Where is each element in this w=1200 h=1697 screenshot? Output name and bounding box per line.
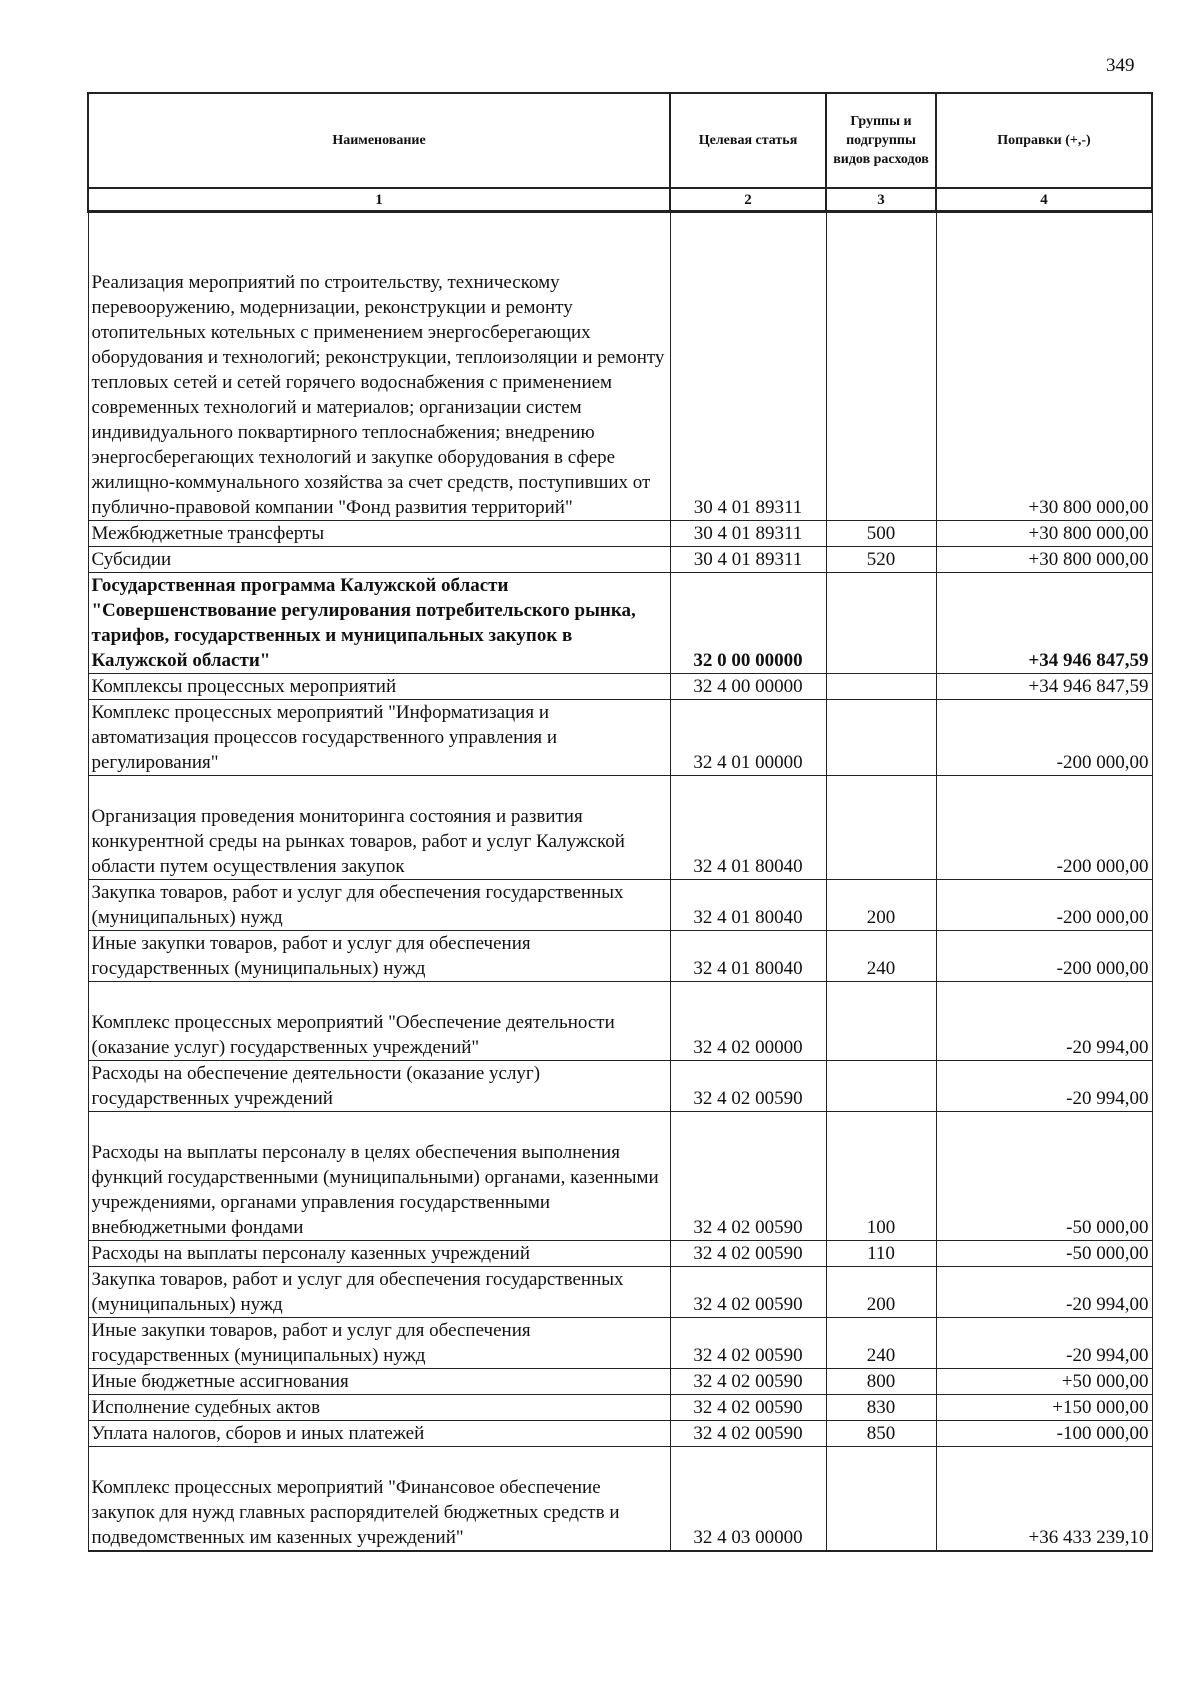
- row-target-article: 32 4 02 00000: [670, 982, 826, 1061]
- row-target-article: 32 4 02 00590: [670, 1267, 826, 1318]
- row-expense-group: 200: [826, 1267, 936, 1318]
- row-amount: -50 000,00: [936, 1241, 1152, 1267]
- row-name: Иные закупки товаров, работ и услуг для обеспечения государственных (муниципальных) нужд: [88, 931, 670, 982]
- row-amount: -20 994,00: [936, 1318, 1152, 1369]
- row-target-article: 32 4 00 00000: [670, 674, 826, 700]
- table-row: [88, 1318, 1152, 1369]
- row-expense-group: 240: [826, 931, 936, 982]
- table-column-numbers-row: [88, 188, 1152, 212]
- row-target-article: 32 4 01 80040: [670, 776, 826, 880]
- row-expense-group: [826, 1061, 936, 1112]
- header-expense-groups: Группы и подгруппы видов расходов: [826, 93, 936, 188]
- table-row: [88, 700, 1152, 776]
- row-amount: +30 800 000,00: [936, 521, 1152, 547]
- table-row: [88, 547, 1152, 573]
- row-target-article: 32 4 02 00590: [670, 1241, 826, 1267]
- header-name: Наименование: [88, 93, 670, 188]
- table-row: [88, 982, 1152, 1061]
- row-name: Исполнение судебных актов: [88, 1395, 670, 1421]
- column-number-1: 1: [88, 188, 670, 212]
- row-expense-group: 200: [826, 880, 936, 931]
- row-target-article: 32 4 03 00000: [670, 1447, 826, 1552]
- row-amount: +30 800 000,00: [936, 212, 1152, 521]
- row-amount: +50 000,00: [936, 1369, 1152, 1395]
- row-expense-group: [826, 700, 936, 776]
- row-target-article: 32 4 02 00590: [670, 1421, 826, 1447]
- row-target-article: 30 4 01 89311: [670, 547, 826, 573]
- row-amount: -20 994,00: [936, 1267, 1152, 1318]
- row-target-article: 32 4 02 00590: [670, 1112, 826, 1241]
- row-name: Расходы на обеспечение деятельности (оказание услуг) государственных учреждений: [88, 1061, 670, 1112]
- row-expense-group: 240: [826, 1318, 936, 1369]
- row-name: Иные бюджетные ассигнования: [88, 1369, 670, 1395]
- row-name: Уплата налогов, сборов и иных платежей: [88, 1421, 670, 1447]
- table-row: [88, 1112, 1152, 1241]
- row-expense-group: 100: [826, 1112, 936, 1241]
- row-expense-group: [826, 776, 936, 880]
- row-name: Комплекс процессных мероприятий "Информатизация и автоматизация процессов государственного управления и регулирования": [88, 700, 670, 776]
- row-name: Субсидии: [88, 547, 670, 573]
- row-amount: +34 946 847,59: [936, 573, 1152, 674]
- row-expense-group: 500: [826, 521, 936, 547]
- row-name: Комплекс процессных мероприятий "Финансовое обеспечение закупок для нужд главных распорядителей бюджетных средств и подведомственных им казенных учреждений": [88, 1447, 670, 1552]
- row-amount: -20 994,00: [936, 982, 1152, 1061]
- row-name: Закупка товаров, работ и услуг для обеспечения государственных (муниципальных) нужд: [88, 1267, 670, 1318]
- column-number-4: 4: [936, 188, 1152, 212]
- row-amount: -200 000,00: [936, 776, 1152, 880]
- row-target-article: 32 0 00 00000: [670, 573, 826, 674]
- row-name: Реализация мероприятий по строительству, техническому перевооружению, модернизации, реконструкции и ремонту отопительных котельных с применением энергосберегающих оборудования и технологий; реконструкции, теплоизоляции и ремонту тепловых сетей и сетей горячего водоснабжения с применением современных технологий и материалов; организации систем индивидуального поквартирного теплоснабжения; внедрению энергосберегающих технологий и закупке оборудования в сфере жилищно-коммунального хозяйства за счет средств, поступивших от публично-правовой компании "Фонд развития территорий": [88, 212, 670, 521]
- row-target-article: 30 4 01 89311: [670, 212, 826, 521]
- row-target-article: 32 4 02 00590: [670, 1369, 826, 1395]
- header-amendments: Поправки (+,-): [936, 93, 1152, 188]
- table-row: [88, 1421, 1152, 1447]
- row-target-article: 32 4 01 80040: [670, 931, 826, 982]
- row-amount: -100 000,00: [936, 1421, 1152, 1447]
- row-name: Иные закупки товаров, работ и услуг для обеспечения государственных (муниципальных) нужд: [88, 1318, 670, 1369]
- row-expense-group: [826, 982, 936, 1061]
- row-name: Организация проведения мониторинга состояния и развития конкурентной среды на рынках товаров, работ и услуг Калужской области путем осуществления закупок: [88, 776, 670, 880]
- table-row: [88, 674, 1152, 700]
- row-name: Закупка товаров, работ и услуг для обеспечения государственных (муниципальных) нужд: [88, 880, 670, 931]
- table-row: [88, 1061, 1152, 1112]
- budget-table: [87, 92, 1153, 1552]
- row-amount: -200 000,00: [936, 931, 1152, 982]
- page-number: 349: [1106, 55, 1135, 76]
- table-row: [88, 521, 1152, 547]
- row-amount: +34 946 847,59: [936, 674, 1152, 700]
- row-expense-group: [826, 1447, 936, 1552]
- table-row: [88, 931, 1152, 982]
- row-amount: -200 000,00: [936, 880, 1152, 931]
- row-expense-group: 830: [826, 1395, 936, 1421]
- row-amount: -50 000,00: [936, 1112, 1152, 1241]
- row-name: Расходы на выплаты персоналу казенных учреждений: [88, 1241, 670, 1267]
- header-target-article: Целевая статья: [670, 93, 826, 188]
- row-amount: -20 994,00: [936, 1061, 1152, 1112]
- row-name: Комплексы процессных мероприятий: [88, 674, 670, 700]
- row-target-article: 32 4 01 80040: [670, 880, 826, 931]
- column-number-2: 2: [670, 188, 826, 212]
- row-target-article: 30 4 01 89311: [670, 521, 826, 547]
- table-row: [88, 212, 1152, 521]
- table-row: [88, 776, 1152, 880]
- row-expense-group: 800: [826, 1369, 936, 1395]
- row-name: Расходы на выплаты персоналу в целях обеспечения выполнения функций государственными (муниципальными) органами, казенными учреждениями, органами управления государственными внебюджетными фондами: [88, 1112, 670, 1241]
- row-expense-group: 850: [826, 1421, 936, 1447]
- table-row: [88, 1241, 1152, 1267]
- row-expense-group: [826, 212, 936, 521]
- table-header-row: [88, 93, 1152, 188]
- row-target-article: 32 4 02 00590: [670, 1318, 826, 1369]
- table-row: [88, 1447, 1152, 1552]
- row-expense-group: [826, 674, 936, 700]
- row-target-article: 32 4 01 00000: [670, 700, 826, 776]
- table-row: [88, 1369, 1152, 1395]
- table-row-program: [88, 573, 1152, 674]
- row-name: Государственная программа Калужской области "Совершенствование регулирования потребительского рынка, тарифов, государственных и муниципальных закупок в Калужской области": [88, 573, 670, 674]
- table-row: [88, 1267, 1152, 1318]
- column-number-3: 3: [826, 188, 936, 212]
- row-amount: +36 433 239,10: [936, 1447, 1152, 1552]
- table-row: [88, 880, 1152, 931]
- row-amount: +150 000,00: [936, 1395, 1152, 1421]
- row-amount: -200 000,00: [936, 700, 1152, 776]
- row-amount: +30 800 000,00: [936, 547, 1152, 573]
- row-expense-group: 520: [826, 547, 936, 573]
- row-target-article: 32 4 02 00590: [670, 1395, 826, 1421]
- row-name: Комплекс процессных мероприятий "Обеспечение деятельности (оказание услуг) государственных учреждений": [88, 982, 670, 1061]
- row-expense-group: 110: [826, 1241, 936, 1267]
- row-expense-group: [826, 573, 936, 674]
- table-row: [88, 1395, 1152, 1421]
- row-target-article: 32 4 02 00590: [670, 1061, 826, 1112]
- row-name: Межбюджетные трансферты: [88, 521, 670, 547]
